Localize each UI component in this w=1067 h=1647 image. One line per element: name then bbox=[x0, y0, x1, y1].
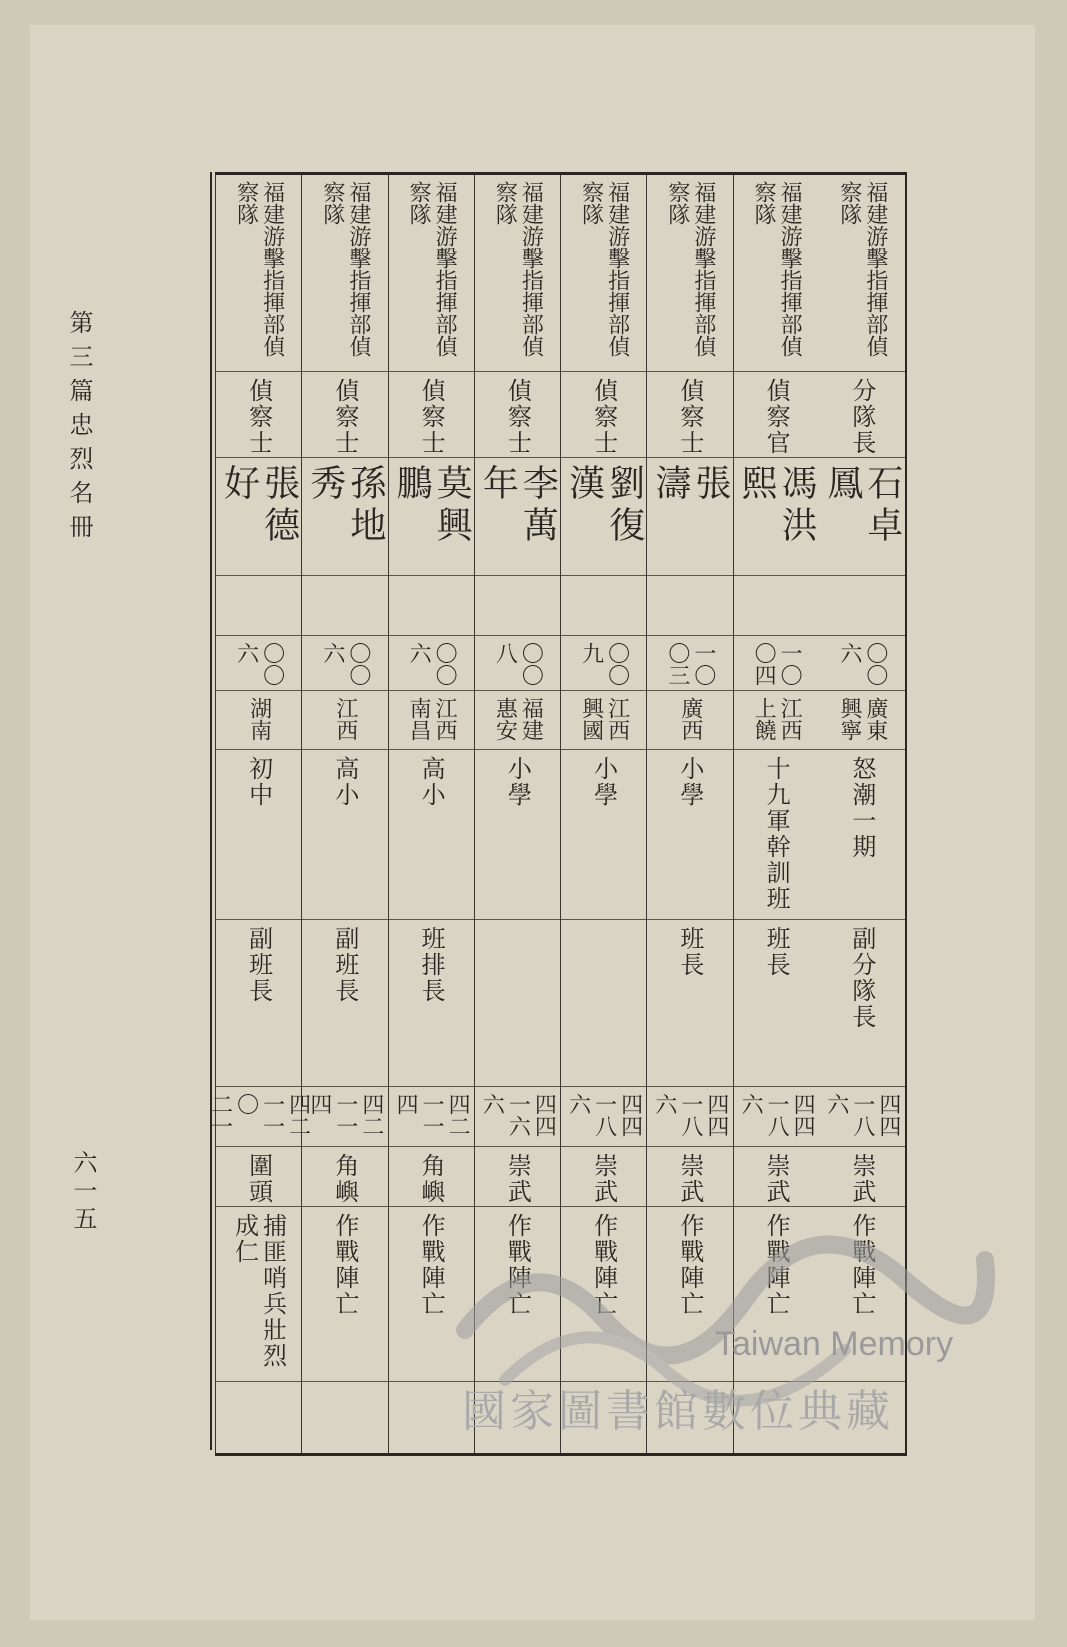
education-cell bbox=[647, 750, 732, 920]
origin-cell bbox=[561, 691, 646, 750]
rank-text: 偵察官 bbox=[762, 378, 791, 456]
date-cell bbox=[819, 1087, 905, 1147]
duty-text: 副分隊長 bbox=[847, 926, 876, 1030]
unit-cell bbox=[475, 175, 560, 372]
duty-cell bbox=[734, 920, 819, 1087]
name-cell bbox=[475, 458, 560, 576]
name-text: 張德好 bbox=[218, 464, 300, 548]
date-cell bbox=[302, 1087, 387, 1147]
date-cell bbox=[207, 1087, 311, 1147]
origin-text: 福建 惠安 bbox=[492, 697, 544, 741]
education-cell bbox=[734, 750, 819, 920]
rank-cell bbox=[819, 372, 905, 458]
origin-cell bbox=[734, 691, 819, 750]
duty-text: 班長 bbox=[762, 926, 791, 978]
cause-text: 作戰陣亡 bbox=[417, 1213, 446, 1317]
unit-cell bbox=[734, 175, 819, 372]
name-text: 劉復漢 bbox=[563, 464, 645, 548]
age-text: 一〇〇三 bbox=[664, 642, 716, 686]
name-cell bbox=[302, 458, 387, 576]
rank-text: 偵察士 bbox=[417, 378, 446, 456]
unit-text: 福建游擊指揮部偵察隊 bbox=[492, 181, 544, 357]
cause-cell bbox=[561, 1207, 646, 1382]
cause-text: 作戰陣亡 bbox=[503, 1213, 532, 1317]
date-cell bbox=[647, 1087, 732, 1147]
duty-cell bbox=[819, 920, 905, 1087]
cause-cell bbox=[216, 1207, 301, 1382]
name-cell bbox=[647, 458, 732, 576]
place-cell bbox=[475, 1147, 560, 1207]
age-cell bbox=[216, 636, 301, 691]
age-cell bbox=[389, 636, 474, 691]
rank-text: 偵察士 bbox=[675, 378, 704, 456]
duty-text: 副班長 bbox=[330, 926, 359, 1004]
name-text: 石卓鳳 bbox=[821, 464, 903, 548]
roster-row bbox=[819, 175, 905, 1453]
remark-cell bbox=[389, 1382, 474, 1453]
age-cell bbox=[819, 636, 905, 691]
education-text: 小學 bbox=[589, 756, 618, 808]
roster-row bbox=[474, 175, 560, 1453]
roster-row bbox=[207, 175, 311, 1453]
cause-text: 作戰陣亡 bbox=[589, 1213, 618, 1317]
unit-text: 福建游擊指揮部偵察隊 bbox=[406, 181, 458, 357]
education-cell bbox=[819, 750, 905, 920]
origin-cell bbox=[475, 691, 560, 750]
place-text: 崇武 bbox=[675, 1153, 704, 1205]
rank-text: 偵察士 bbox=[589, 378, 618, 456]
unit-cell bbox=[819, 175, 905, 372]
rank-cell bbox=[302, 372, 387, 458]
name-cell bbox=[216, 458, 301, 576]
place-text: 崇武 bbox=[503, 1153, 532, 1205]
cause-cell bbox=[389, 1207, 474, 1382]
education-cell bbox=[302, 750, 387, 920]
place-cell bbox=[561, 1147, 646, 1207]
name-text: 孫地秀 bbox=[304, 464, 386, 548]
date-text: 四四 一八六 bbox=[823, 1093, 901, 1137]
blank-cell bbox=[819, 576, 905, 636]
date-text: 四二 一一〇 二一 bbox=[207, 1093, 311, 1137]
education-text: 高小 bbox=[417, 756, 446, 808]
origin-text: 湖南 bbox=[246, 697, 272, 741]
duty-text: 班排長 bbox=[417, 926, 446, 1004]
blank-cell bbox=[389, 576, 474, 636]
date-text: 四二 一一四 bbox=[393, 1093, 471, 1137]
duty-cell bbox=[389, 920, 474, 1087]
place-text: 崇武 bbox=[589, 1153, 618, 1205]
age-text: 〇〇六 bbox=[836, 642, 888, 686]
name-text: 張 濤 bbox=[649, 464, 731, 548]
name-cell bbox=[561, 458, 646, 576]
duty-cell bbox=[302, 920, 387, 1087]
education-cell bbox=[561, 750, 646, 920]
roster-row bbox=[733, 175, 819, 1453]
duty-cell bbox=[475, 920, 560, 1087]
roster-row bbox=[560, 175, 646, 1453]
duty-cell bbox=[647, 920, 732, 1087]
place-text: 角嶼 bbox=[417, 1153, 446, 1205]
place-text: 角嶼 bbox=[330, 1153, 359, 1205]
place-cell bbox=[216, 1147, 301, 1207]
date-text: 四四 一八六 bbox=[738, 1093, 816, 1137]
place-cell bbox=[734, 1147, 819, 1207]
place-cell bbox=[302, 1147, 387, 1207]
name-text: 莫興鵬 bbox=[391, 464, 473, 548]
rank-cell bbox=[389, 372, 474, 458]
age-text: 〇〇六 bbox=[233, 642, 285, 686]
rank-text: 分隊長 bbox=[847, 378, 876, 456]
name-text: 李萬年 bbox=[477, 464, 559, 548]
unit-cell bbox=[216, 175, 301, 372]
cause-text: 作戰陣亡 bbox=[675, 1213, 704, 1317]
date-cell bbox=[561, 1087, 646, 1147]
origin-cell bbox=[389, 691, 474, 750]
age-text: 〇〇九 bbox=[578, 642, 630, 686]
cause-text: 作戰陣亡 bbox=[847, 1213, 876, 1317]
origin-text: 江西 南昌 bbox=[406, 697, 458, 741]
remark-cell bbox=[302, 1382, 387, 1453]
age-cell bbox=[302, 636, 387, 691]
cause-cell bbox=[302, 1207, 387, 1382]
education-text: 小學 bbox=[503, 756, 532, 808]
rank-cell bbox=[734, 372, 819, 458]
unit-text: 福建游擊指揮部偵察隊 bbox=[233, 181, 285, 357]
place-cell bbox=[819, 1147, 905, 1207]
unit-cell bbox=[302, 175, 387, 372]
origin-cell bbox=[302, 691, 387, 750]
education-text: 怒潮一期 bbox=[847, 756, 876, 860]
rank-cell bbox=[475, 372, 560, 458]
origin-cell bbox=[819, 691, 905, 750]
blank-cell bbox=[216, 576, 301, 636]
blank-cell bbox=[647, 576, 732, 636]
running-title: 第三篇忠烈名冊 bbox=[65, 310, 93, 548]
place-cell bbox=[647, 1147, 732, 1207]
blank-cell bbox=[475, 576, 560, 636]
education-text: 小學 bbox=[675, 756, 704, 808]
date-cell bbox=[389, 1087, 474, 1147]
education-cell bbox=[389, 750, 474, 920]
place-cell bbox=[389, 1147, 474, 1207]
rank-text: 偵察士 bbox=[244, 378, 273, 456]
date-cell bbox=[475, 1087, 560, 1147]
rank-cell bbox=[216, 372, 301, 458]
unit-cell bbox=[561, 175, 646, 372]
origin-text: 江西 上饒 bbox=[751, 697, 803, 741]
roster-row bbox=[301, 175, 387, 1453]
origin-text: 廣西 bbox=[677, 697, 703, 741]
rank-text: 偵察士 bbox=[503, 378, 532, 456]
blank-cell bbox=[302, 576, 387, 636]
cause-text: 作戰陣亡 bbox=[330, 1213, 359, 1317]
age-text: 〇〇六 bbox=[319, 642, 371, 686]
watermark-chinese: 國家圖書館數位典藏 bbox=[462, 1386, 894, 1437]
duty-text: 班長 bbox=[675, 926, 704, 978]
age-text: 〇〇八 bbox=[492, 642, 544, 686]
place-text: 圍頭 bbox=[244, 1153, 273, 1205]
name-cell bbox=[389, 458, 474, 576]
duty-text: 副班長 bbox=[244, 926, 273, 1004]
name-cell bbox=[734, 458, 819, 576]
date-text: 四四 一八六 bbox=[565, 1093, 643, 1137]
unit-text: 福建游擊指揮部偵察隊 bbox=[319, 181, 371, 357]
unit-cell bbox=[647, 175, 732, 372]
duty-cell bbox=[561, 920, 646, 1087]
origin-text: 廣東 興寧 bbox=[836, 697, 888, 741]
left-rule bbox=[210, 172, 212, 1450]
page-number: 六一五 bbox=[69, 1150, 97, 1234]
roster-row bbox=[646, 175, 732, 1453]
cause-cell bbox=[475, 1207, 560, 1382]
age-cell bbox=[647, 636, 732, 691]
age-text: 〇〇六 bbox=[406, 642, 458, 686]
education-cell bbox=[475, 750, 560, 920]
blank-cell bbox=[734, 576, 819, 636]
unit-text: 福建游擊指揮部偵察隊 bbox=[664, 181, 716, 357]
origin-text: 江西 興國 bbox=[578, 697, 630, 741]
education-cell bbox=[216, 750, 301, 920]
education-text: 初中 bbox=[244, 756, 273, 808]
age-cell bbox=[734, 636, 819, 691]
duty-cell bbox=[216, 920, 301, 1087]
education-text: 高小 bbox=[330, 756, 359, 808]
roster-table bbox=[207, 172, 907, 1456]
age-cell bbox=[561, 636, 646, 691]
name-cell bbox=[819, 458, 905, 576]
unit-text: 福建游擊指揮部偵察隊 bbox=[751, 181, 803, 357]
rank-cell bbox=[647, 372, 732, 458]
rank-cell bbox=[561, 372, 646, 458]
date-text: 四四 一八六 bbox=[651, 1093, 729, 1137]
cause-text: 捕匪哨兵壯烈成仁 bbox=[230, 1213, 287, 1369]
watermark-english: Taiwan Memory bbox=[715, 1325, 954, 1363]
blank-cell bbox=[561, 576, 646, 636]
origin-text: 江西 bbox=[332, 697, 358, 741]
roster-row bbox=[388, 175, 474, 1453]
place-text: 崇武 bbox=[847, 1153, 876, 1205]
place-text: 崇武 bbox=[762, 1153, 791, 1205]
remark-cell bbox=[216, 1382, 301, 1453]
date-text: 四二 一一四 bbox=[306, 1093, 384, 1137]
age-cell bbox=[475, 636, 560, 691]
education-text: 十九軍幹訓班 bbox=[762, 756, 791, 912]
name-text: 馮洪熙 bbox=[736, 464, 818, 548]
date-cell bbox=[734, 1087, 819, 1147]
unit-cell bbox=[389, 175, 474, 372]
unit-text: 福建游擊指揮部偵察隊 bbox=[578, 181, 630, 357]
cause-text: 作戰陣亡 bbox=[762, 1213, 791, 1317]
unit-text: 福建游擊指揮部偵察隊 bbox=[836, 181, 888, 357]
origin-cell bbox=[216, 691, 301, 750]
rank-text: 偵察士 bbox=[330, 378, 359, 456]
age-text: 一〇〇四 bbox=[751, 642, 803, 686]
date-text: 四四 一六六 bbox=[479, 1093, 557, 1137]
origin-cell bbox=[647, 691, 732, 750]
